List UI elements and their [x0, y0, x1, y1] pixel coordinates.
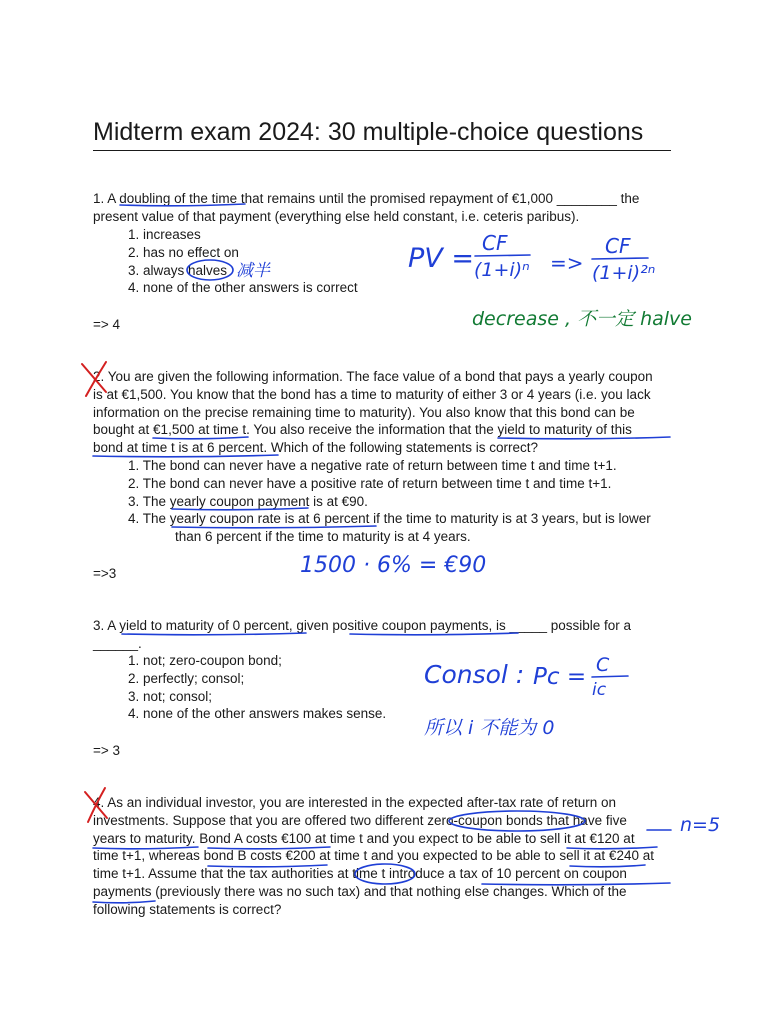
q3-line: ______. [93, 635, 142, 651]
q1-answer: => 4 [93, 317, 121, 332]
q4-line: time t+1, whereas bond B costs €200 at time t and you expected to be able to sell it at €240 at [93, 848, 654, 864]
q2-answer: =>3 [93, 566, 117, 581]
q2-option: 3. The yearly coupon payment is at €90. [128, 493, 368, 509]
q3-option: 3. not; consol; [128, 688, 213, 704]
q2-option: 2. The bond can never have a positive rate of return between time t and time t+1. [128, 475, 612, 491]
q2-option: 1. The bond can never have a negative rate of return between time t and time t+1. [128, 458, 617, 473]
fraction-bar [592, 676, 628, 677]
q3-option: 4. none of the other answers makes sense. [128, 706, 387, 722]
q3-options [128, 652, 386, 723]
question-1 [93, 190, 671, 226]
q2-line: is at €1,500. You know that the bond has a time to maturity of either 3 or 4 years (i.e. you lack [93, 386, 651, 402]
note-consol: Consol : [424, 660, 525, 689]
q2-options [128, 457, 651, 546]
note-coupon-calc: 1500 · 6% = €90 [300, 553, 487, 578]
note-decrease: decrease , 不一定 halve [472, 308, 692, 330]
note-pv2-denominator: (1+i)²ⁿ [592, 262, 656, 284]
q4-line: following statements is correct? [93, 901, 282, 917]
q3-option: 2. perfectly; consol; [128, 670, 245, 686]
note-pc-denominator: ic [592, 680, 607, 700]
q1-line: 1. A doubling of the time that remains until the promised repayment of €1,000 ________ the [93, 191, 640, 206]
question-2 [93, 368, 671, 457]
page-title: Midterm exam 2024: 30 multiple-choice questions [93, 116, 671, 151]
q1-option: 2. has no effect on [128, 244, 239, 260]
fraction-bar [592, 258, 648, 259]
q4-line: time t+1. Assume that the tax authorities at time t introduce a tax of 10 percent on coupon [93, 866, 627, 882]
note-n-equals-5: n=5 [680, 814, 721, 836]
note-pc-label: Pc = [533, 664, 587, 690]
note-pv2-numerator: CF [605, 234, 631, 258]
q2-line: bought at €1,500 at time t. You also receive the information that the yield to maturity of this [93, 422, 632, 438]
note-pv-denominator: (1+i)ⁿ [474, 259, 530, 281]
q4-line: years to maturity. Bond A costs €100 at time t and you expect to be able to sell it at €120 at [93, 830, 635, 846]
q1-option: 3. always halves [128, 262, 228, 278]
question-4 [93, 794, 671, 919]
q4-line: investments. Suppose that you are offered two different zero-coupon bonds that have five [93, 812, 627, 828]
q2-option-continued: than 6 percent if the time to maturity is at 4 years. [175, 529, 471, 545]
note-arrow: => [550, 251, 584, 275]
note-pv-numerator: CF [482, 231, 508, 255]
q1-option: 1. increases [128, 227, 201, 242]
q2-option: 4. The yearly coupon rate is at 6 percent if the time to maturity is at 3 years, but is lower [128, 511, 651, 527]
note-pc-numerator: C [596, 654, 610, 676]
q1-line: present value of that payment (everything else held constant, i.e. ceteris paribus). [93, 208, 580, 224]
fraction-bar [475, 255, 530, 256]
q4-line: payments (previously there was no such tax) and that nothing else changes. Which of the [93, 883, 627, 899]
note-halves-chinese: 减半 [236, 261, 270, 281]
q2-line: 2. You are given the following information. The face value of a bond that pays a yearly coupon [93, 369, 653, 384]
question-3 [93, 617, 671, 653]
note-pv-label: PV = [408, 243, 474, 274]
q3-line: 3. A yield to maturity of 0 percent, given positive coupon payments, is _____ possible for a [93, 618, 632, 633]
q2-line: information on the precise remaining time to maturity). You also know that this bond can be [93, 404, 635, 420]
q3-option: 1. not; zero-coupon bond; [128, 653, 282, 668]
q4-line: 4. As an individual investor, you are interested in the expected after-tax rate of return on [93, 795, 617, 810]
q1-option: 4. none of the other answers is correct [128, 280, 358, 296]
note-consol-chinese: 所以 i 不能为 0 [424, 717, 555, 739]
q2-line: bond at time t is at 6 percent. Which of the following statements is correct? [93, 440, 538, 456]
q3-answer: => 3 [93, 743, 121, 758]
